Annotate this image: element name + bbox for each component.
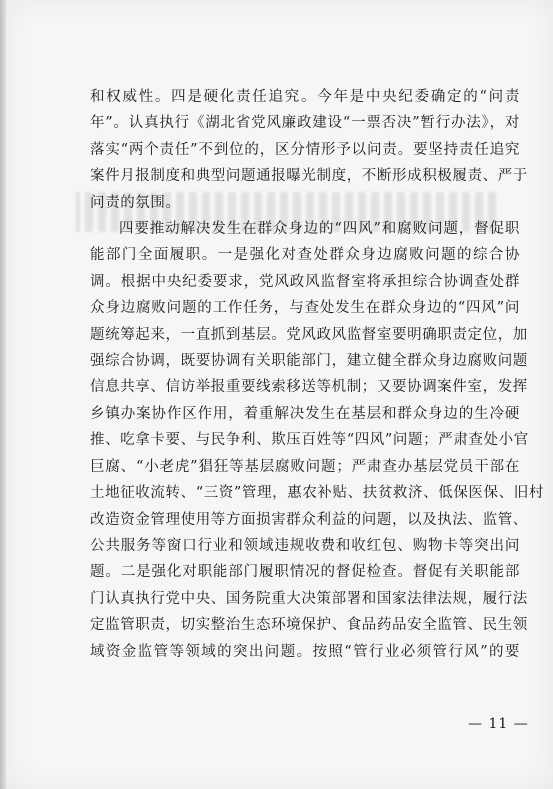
text-line: 众身边腐败问题的工作任务，与查处发生在群众身边的“四风”问: [90, 300, 520, 317]
text-line: 门认真执行党中央、国务院重大决策部署和国家法律法规，履行法: [90, 590, 528, 607]
text-line: 乡镇办案协作区作用，着重解决发生在基层和群众身边的生冷硬: [90, 405, 520, 422]
text-line: 和权威性。四是硬化责任追究。今年是中央纪委确定的“问责: [90, 89, 520, 105]
text-line: 题。二是强化对职能部门履职情况的督促检查。督促有关职能部: [90, 564, 520, 581]
text-line: 强综合协调，既要协调有关职能部门，建立健全群众身边腐败问题: [90, 353, 528, 370]
text-line: 题统筹起来，一直抓到基层。党风政风监督室要明确职责定位，加: [90, 326, 528, 343]
text-line: 定监管职责，切实整治生态环境保护、食品药品安全监管、民生领: [90, 617, 528, 634]
text-line: 推、吃拿卡要、与民争利、欺压百姓等“四风”问题；严肃查处小官: [90, 432, 529, 449]
text-line: 落实“两个责任”不到位的，区分情形予以问责。要坚持责任追究: [90, 141, 520, 158]
text-line: 问责的氛围。: [90, 194, 181, 211]
text-line: 调。根据中央纪委要求，党风政风监督室将承担综合协调查处群: [90, 273, 520, 290]
page-number: — 11 —: [468, 716, 529, 732]
text-line: 公共服务等窗口行业和领域违规收费和收红包、购物卡等突出问: [90, 537, 520, 554]
body-text: [90, 84, 544, 665]
text-line: 能部门全面履职。一是强化对查处群众身边腐败问题的综合协: [90, 247, 520, 264]
text-line: 年”。认真执行《湖北省党风廉政建设“一票否决”暂行办法》，对: [90, 115, 520, 132]
text-line: 巨腐、“小老虎”猖狂等基层腐败问题；严肃查办基层党员干部在: [90, 458, 520, 475]
text-line: 信息共享、信访举报重要线索移送等机制；又要协调案件室，发挥: [90, 379, 528, 396]
text-line: 改造资金管理使用等方面损害群众利益的问题，以及执法、监管、: [90, 511, 528, 528]
text-line: 案件月报制度和典型问题通报曝光制度，不断形成积极履责、严于: [90, 168, 528, 185]
text-line: 土地征收流转、“三资”管理，惠农补贴、扶贫救济、低保医保、旧村: [90, 485, 544, 502]
document-page: [6, 0, 553, 789]
text-line: 四要推动解决发生在群众身边的“四风”和腐败问题，督促职: [119, 221, 520, 238]
text-line: 域资金监管等领域的突出问题。按照“管行业必须管行风”的要: [90, 643, 520, 660]
page-edge: [0, 0, 6, 789]
